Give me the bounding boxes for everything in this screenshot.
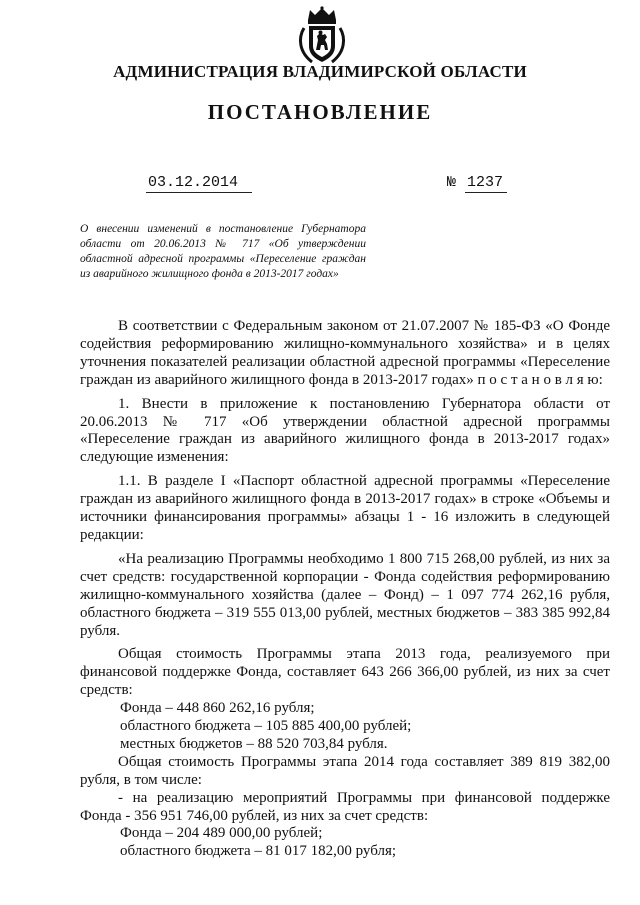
paragraph-stage-2013: Общая стоимость Программы этапа 2013 года, реализуемого при финансовой поддержке Фонда, составляет 643 266 366,00 рублей, из них за счет средств: [80, 646, 610, 699]
paragraph-item-1-1: 1.1. В разделе I «Паспорт областной адресной программы «Переселение граждан из аварийного жилищного фонда в 2013-2017 годах» в строке «Объемы и источники финансирования программы» абзацы 1 - 16 изложить в следующей редакции: [80, 473, 610, 543]
document-subject: О внесении изменений в постановление Губернатора области от 20.06.2013 № 717 «Об утверждении областной адресной программы «Переселение граждан из аварийного жилищного фонда в 2013-2017 годах» [80, 223, 366, 280]
document-body [80, 318, 610, 861]
list-item: областного бюджета – 81 017 182,00 рубля; [120, 843, 397, 860]
paragraph-quote-total: «На реализацию Программы необходимо 1 800 715 268,00 рублей, из них за счет средств: государственной корпорации - Фонда содействия реформированию жилищно-коммунального хозяйства (далее – Фонд) – 1 097 774 262,16 рубля, областного бюджета – 319 555 013,00 рублей, местных бюджетов – 383 385 992,84 рубля. [80, 550, 610, 639]
document-type-title: ПОСТАНОВЛЕНИЕ [207, 100, 433, 124]
list-item: местных бюджетов – 88 520 703,84 рубля. [120, 735, 388, 752]
coat-of-arms-icon [296, 6, 348, 64]
number-value: 1237 [465, 174, 507, 193]
document-number [447, 174, 507, 191]
list-item: Фонда – 448 860 262,16 рубля; [120, 700, 315, 717]
number-prefix: № [447, 174, 457, 191]
paragraph-preamble: В соответствии с Федеральным законом от 21.07.2007 № 185-ФЗ «О Фонде содействия реформированию жилищно-коммунального хозяйства» и в целях уточнения показателей реализации областной адресной программы «Переселение граждан из аварийного жилищного фонда в 2013-2017 годах» п о с т а н о в л я ю: [80, 318, 610, 388]
paragraph-stage-2014: Общая стоимость Программы этапа 2014 года составляет 389 819 382,00 рубля, в том числе: [80, 753, 610, 788]
paragraph-fund-support: - на реализацию мероприятий Программы при финансовой поддержке Фонда - 356 951 746,00 рублей, из них за счет средств: [80, 789, 610, 824]
document-date: 03.12.2014 [146, 174, 252, 193]
list-item: областного бюджета – 105 885 400,00 рублей; [120, 718, 412, 735]
list-item: Фонда – 204 489 000,00 рублей; [120, 825, 323, 842]
paragraph-item-1: 1. Внести в приложение к постановлению Губернатора области от 20.06.2013 № 717 «Об утверждении областной адресной программы «Переселение граждан из аварийного жилищного фонда в 2013-2017 годах» следующие изменения: [80, 395, 610, 466]
organization-title: АДМИНИСТРАЦИЯ ВЛАДИМИРСКОЙ ОБЛАСТИ [113, 62, 527, 81]
